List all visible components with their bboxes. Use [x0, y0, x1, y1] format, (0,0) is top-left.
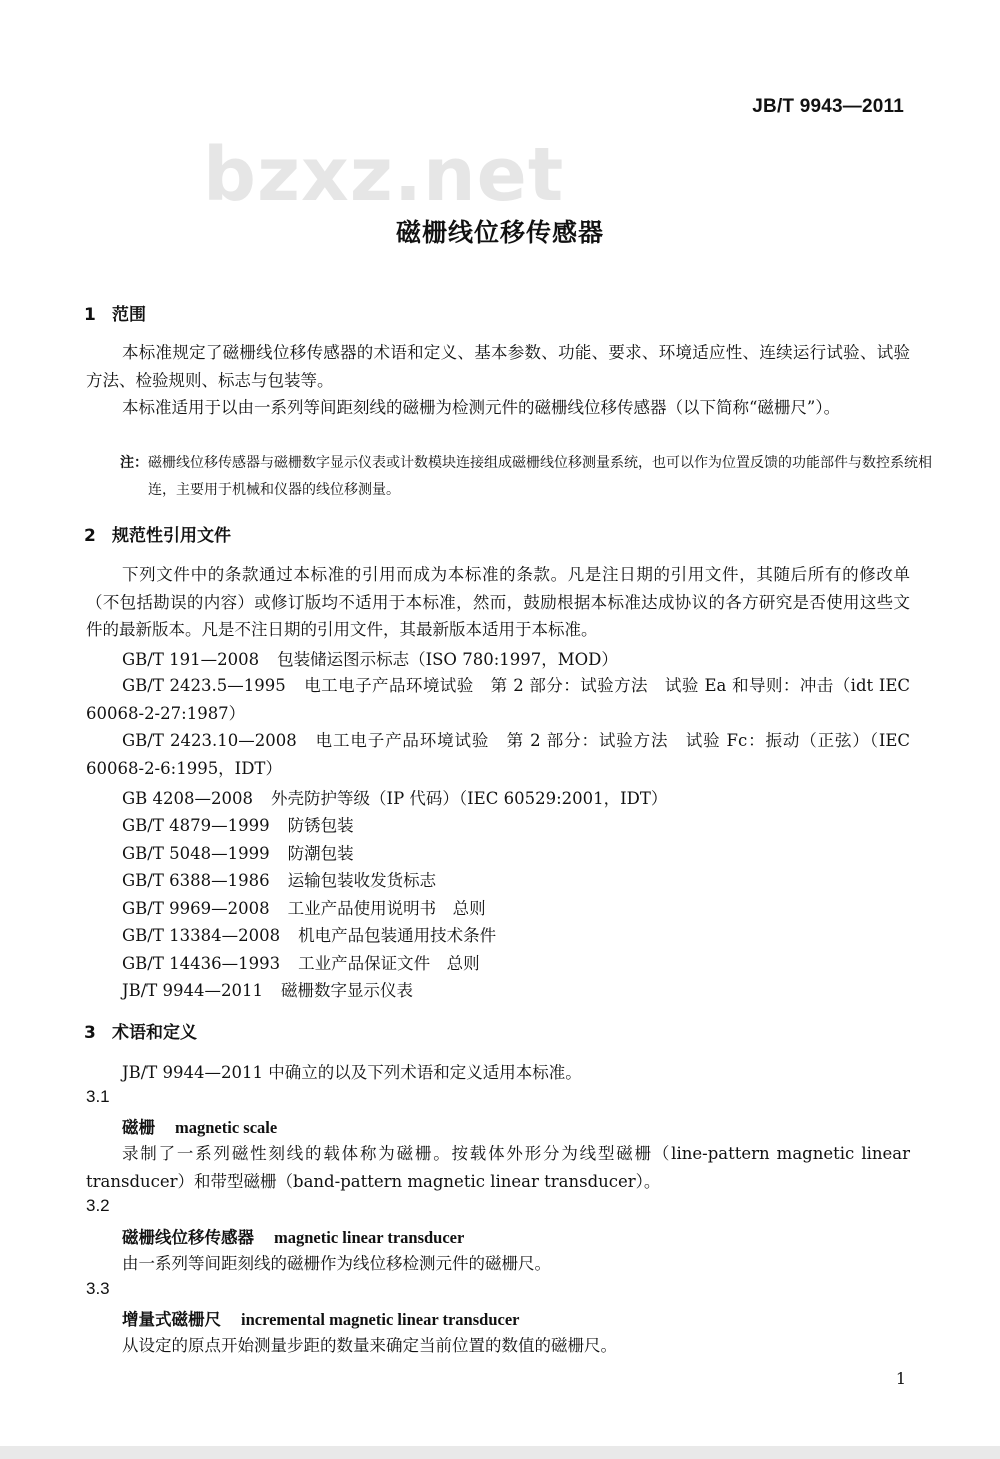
page-bottom-edge: [0, 1446, 1000, 1459]
reference-title: 外壳防护等级（IP 代码）（IEC 60529:2001，IDT）: [271, 789, 668, 808]
reference-item: [122, 867, 436, 891]
term-heading: [122, 1306, 519, 1330]
page-number: 1: [895, 1369, 906, 1388]
scope-note: [120, 450, 938, 504]
section-title: 范围: [112, 305, 146, 325]
section-3-heading: [84, 1018, 197, 1043]
term-heading: [122, 1114, 277, 1138]
terms-intro: JB/T 9944—2011 中确立的以及下列术语和定义适用本标准。: [122, 1063, 582, 1082]
reference-title: 包装储运图示标志（ISO 780:1997，MOD）: [277, 650, 618, 669]
section-2-heading: [84, 521, 231, 546]
term-number: 3.1: [86, 1087, 110, 1106]
reference-code: GB/T 2423.5—1995: [122, 676, 286, 695]
term-number: 3.2: [86, 1196, 110, 1215]
reference-code: GB/T 4879—1999: [122, 816, 270, 835]
term-definition: 录制了一系列磁性刻线的载体称为磁栅。按载体外形分为线型磁栅（line-pattern magnetic linear transducer）和带型磁栅（band-pattern magnetic linear transducer）。: [86, 1144, 910, 1191]
scope-paragraph-1: 本标准规定了磁栅线位移传感器的术语和定义、基本参数、功能、要求、环境适应性、连续运行试验、试验方法、检验规则、标志与包装等。: [86, 343, 910, 390]
term-heading: [122, 1224, 464, 1248]
term-number: 3.3: [86, 1279, 110, 1298]
reference-item: [122, 977, 413, 1001]
reference-code: GB/T 9969—2008: [122, 899, 270, 918]
reference-title: 工业产品使用说明书 总则: [287, 899, 486, 918]
reference-title: 防锈包装: [287, 816, 354, 835]
section-number: 3: [84, 1023, 96, 1043]
reference-item: [122, 895, 486, 919]
term-zh: 磁栅: [122, 1118, 155, 1137]
note-label: 注：: [120, 455, 148, 471]
reference-title: 防潮包装: [287, 844, 354, 863]
reference-item: [86, 672, 910, 727]
reference-item: [86, 727, 910, 782]
scope-paragraph-2: 本标准适用于以由一系列等间距刻线的磁栅为检测元件的磁栅线位移传感器（以下简称“磁栅尺”）。: [122, 398, 841, 417]
term-en: incremental magnetic linear transducer: [241, 1310, 520, 1329]
reference-title: 电工电子产品环境试验 第 2 部分：试验方法 试验 Ea 和导则：冲击（idt IEC 60068-2-27:1987）: [86, 676, 911, 723]
section-title: 术语和定义: [112, 1023, 197, 1043]
reference-title: 工业产品保证文件 总则: [298, 954, 480, 973]
term-definition: 从设定的原点开始测量步距的数量来确定当前位置的数值的磁栅尺。: [122, 1336, 617, 1355]
reference-item: [122, 646, 618, 670]
reference-code: GB/T 5048—1999: [122, 844, 270, 863]
reference-code: GB/T 2423.10—2008: [122, 731, 297, 750]
section-number: 2: [84, 526, 96, 546]
reference-item: [122, 922, 496, 946]
reference-title: 磁栅数字显示仪表: [281, 981, 414, 1000]
reference-code: JB/T 9944—2011: [122, 981, 264, 1000]
section-number: 1: [84, 305, 96, 325]
reference-item: [122, 840, 354, 864]
standard-number: JB/T 9943—2011: [752, 96, 904, 117]
term-definition: 由一系列等间距刻线的磁栅作为线位移检测元件的磁栅尺。: [122, 1254, 551, 1273]
reference-code: GB/T 6388—1986: [122, 871, 270, 890]
references-intro: 下列文件中的条款通过本标准的引用而成为本标准的条款。凡是注日期的引用文件，其随后所有的修改单（不包括勘误的内容）或修订版均不适用于本标准，然而，鼓励根据本标准达成协议的各方研究是否使用这些文件的最新版本。凡是不注日期的引用文件，其最新版本适用于本标准。: [86, 565, 910, 639]
section-title: 规范性引用文件: [112, 526, 231, 546]
reference-title: 电工电子产品环境试验 第 2 部分：试验方法 试验 Fc：振动（正弦）（IEC 60068-2-6:1995，IDT）: [86, 731, 911, 778]
reference-item: [122, 812, 354, 836]
reference-code: GB/T 191—2008: [122, 650, 260, 669]
term-zh: 增量式磁栅尺: [122, 1310, 221, 1329]
reference-title: 运输包装收发货标志: [287, 871, 437, 890]
document-title: 磁栅线位移传感器: [395, 218, 604, 247]
watermark: bzxz.net: [203, 132, 565, 218]
note-text: 磁栅线位移传感器与磁栅数字显示仪表或计数模块连接组成磁栅线位移测量系统，也可以作为位置反馈的功能部件与数控系统相连，主要用于机械和仪器的线位移测量。: [148, 455, 932, 498]
term-en: magnetic scale: [175, 1118, 278, 1137]
reference-code: GB/T 13384—2008: [122, 926, 281, 945]
reference-item: [122, 950, 480, 974]
term-zh: 磁栅线位移传感器: [122, 1228, 254, 1247]
term-en: magnetic linear transducer: [274, 1228, 465, 1247]
reference-title: 机电产品包装通用技术条件: [298, 926, 497, 945]
section-1-heading: [84, 300, 146, 325]
reference-item: [122, 785, 667, 809]
reference-code: GB/T 14436—1993: [122, 954, 281, 973]
reference-code: GB 4208—2008: [122, 789, 254, 808]
